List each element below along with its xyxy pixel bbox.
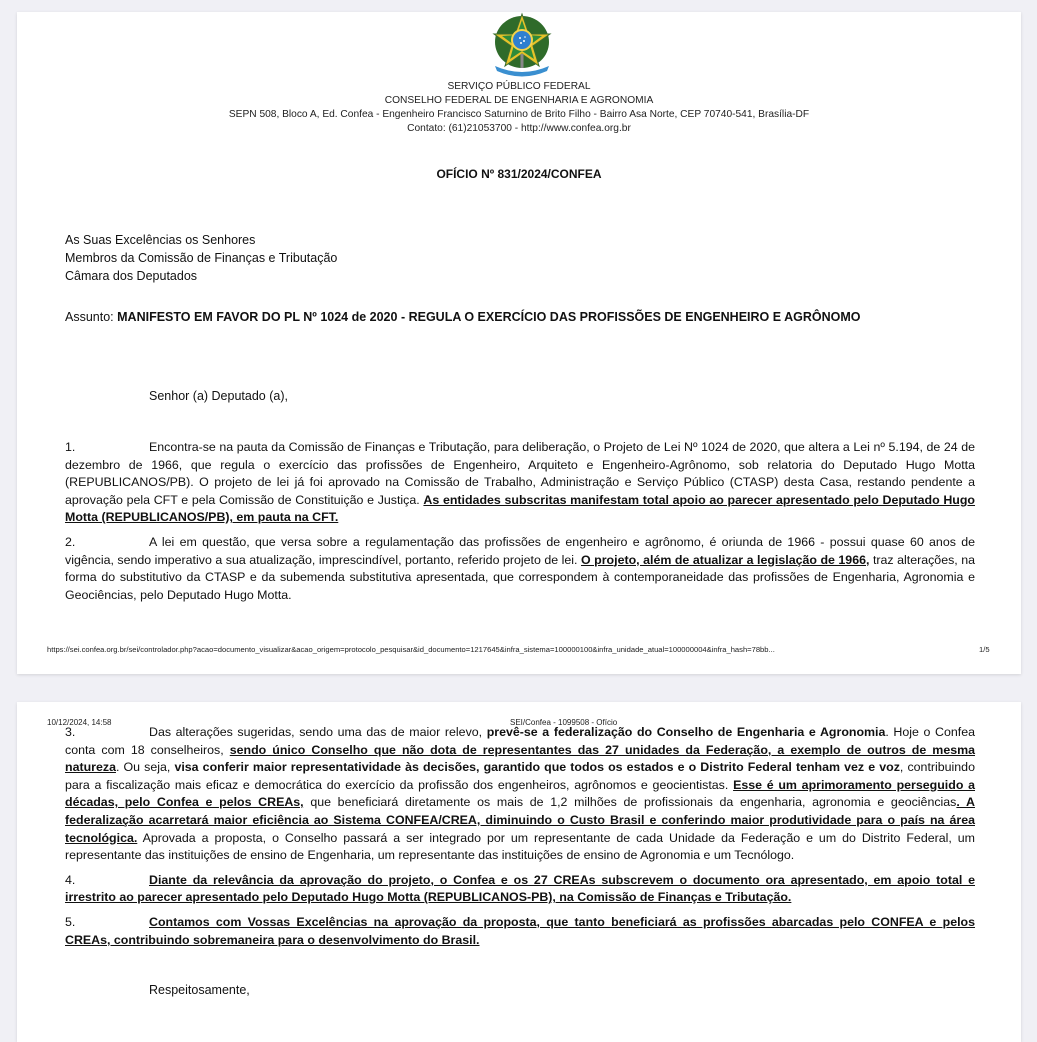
paragraph-emphasis: Esse é um aprimoramento perseguido a décadas, pelo Confea e pelos CREAs, xyxy=(65,777,976,810)
subject-label: Assunto: xyxy=(65,310,118,324)
header-council-name: CONSELHO FEDERAL DE ENGENHARIA E AGRONOMIA xyxy=(384,95,654,106)
paragraph-emphasis: As entidades subscritas manifestam total apoio ao parecer apresentado pelo Deputado Hugo Motta (REPUBLICANOS/PB), em pauta na CFT. xyxy=(65,492,976,525)
paragraph-2 xyxy=(65,534,975,604)
paragraph-bold: prevê-se a federalização do Conselho de Engenharia e Agronomia xyxy=(486,725,886,739)
page-indicator: 1/5 xyxy=(979,645,990,654)
paragraph-1 xyxy=(65,439,975,527)
paragraph-emphasis: . A federalização acarretará maior eficiência ao Sistema CONFEA/CREA, diminuindo o Custo Brasil e conferindo maior produtividade para o país na área tecnológica. xyxy=(65,795,975,845)
page-2-body xyxy=(65,724,975,997)
paragraph-bold: visa conferir maior representatividade às decisões, garantido que todos os estados e o Distrito Federal tenham vez e voz xyxy=(174,760,900,775)
addressee-line-3: Câmara dos Deputados xyxy=(65,269,198,283)
print-date: 10/12/2024, 14:58 xyxy=(47,718,112,727)
addressee-line-1: As Suas Excelências os Senhores xyxy=(65,233,256,247)
document-page-2 xyxy=(17,702,1021,1042)
paragraph-number: 2. xyxy=(65,534,76,549)
subject-line xyxy=(65,310,860,324)
paragraph-3 xyxy=(65,724,975,865)
paragraph-number: 5. xyxy=(65,914,76,929)
header-service-name: SERVIÇO PÚBLICO FEDERAL xyxy=(447,81,591,92)
paragraph-emphasis: O projeto, além de atualizar a legislação de 1966, xyxy=(581,552,870,567)
paragraph-text: . Hoje o Confea conta com 18 conselheiros, xyxy=(65,725,975,757)
paragraph-emphasis: Contamos com Vossas Excelências na aprovação da proposta, que tanto beneficiará as profissões abarcadas pelo CONFEA e pelos CREAs, contribuindo sobremaneira para o desenvolvimento do Brasil. xyxy=(65,914,975,947)
header-address: SEPN 508, Bloco A, Ed. Confea - Engenheiro Francisco Saturnino de Brito Filho - Bairro Asa Norte, CEP 70740-541, Brasília-DF xyxy=(228,109,810,120)
paragraph-emphasis: sendo único Conselho que não dota de representantes das 27 unidades da Federação, a exemplo de outros de mesma natureza xyxy=(65,742,976,775)
paragraph-text: A lei em questão, que versa sobre a regulamentação das profissões de engenheiro e agrônomo, é oriunda de 1966 - possui quase 60 anos de vigência, sendo imperativo a sua atualização, imprescindível, portanto, referido projeto de lei. xyxy=(65,534,975,567)
subject-text: MANIFESTO EM FAVOR DO PL Nº 1024 de 2020 - REGULA O EXERCÍCIO DAS PROFISSÕES DE ENGENHEIRO E AGRÔNOMO xyxy=(117,310,861,324)
paragraph-text: Encontra-se na pauta da Comissão de Finanças e Tributação, para deliberação, o Projeto de Lei Nº 1024 de 2020, que altera a Lei nº 5.194, de 24 de dezembro de 1966, que regula o exercício das profissões de Engenheiro, Arquiteto e Engenheiro-Agrônomo, sob relatoria do Deputado Hugo Motta (REPUBLICANOS/PB). O projeto de lei já foi aprovado na Comissão de Trabalho, Administração e Serviço Público (CTASP) desta Casa, restando pendente a aprovação pela CFT e pela Comissão de Constituição e Justiça. xyxy=(65,440,975,507)
print-title: SEI/Confea - 1099508 - Ofício xyxy=(510,718,618,727)
paragraph-text: que beneficiará diretamente os mais de 1,2 milhões de profissionais da engenharia, agronomia e geociências xyxy=(303,795,957,810)
paragraph-number: 3. xyxy=(65,725,76,739)
oficio-title: OFÍCIO Nº 831/2024/CONFEA xyxy=(436,167,602,181)
header-contact: Contato: (61)21053700 - http://www.confea.org.br xyxy=(407,123,631,134)
paragraph-text: traz alterações, na forma do substitutivo da CTASP e da subemenda substitutiva apresentada, que correspondem à contemporaneidade das profissões de Engenharia, Agronomia e Geociências, pelo Deputado Hugo Motta. xyxy=(65,552,976,602)
paragraph-text: . Ou seja, xyxy=(115,760,175,775)
paragraph-number: 4. xyxy=(65,872,76,887)
paragraph-number: 1. xyxy=(65,440,76,454)
page-1-body xyxy=(65,439,975,611)
closing: Respeitosamente, xyxy=(149,983,250,998)
document-page-1 xyxy=(17,12,1021,674)
paragraph-text: Aprovada a proposta, o Conselho passará a ser integrado por um representante de cada Unidade da Federação e um do Distrito Federal, um representante das instituições de ensino de Engenharia, um representante das instituições de ensino de Agronomia e um Tecnólogo. xyxy=(65,830,975,863)
paragraph-4 xyxy=(65,872,975,907)
addressee-line-2: Membros da Comissão de Finanças e Tributação xyxy=(65,251,338,265)
salutation: Senhor (a) Deputado (a), xyxy=(149,389,288,403)
footer-url: https://sei.confea.org.br/sei/controlador.php?acao=documento_visualizar&acao_origem=protocolo_pesquisar&id_documento=1217645&infra_sistema=100000100&infra_unidade_atual=100000004&infra_hash=78bb... xyxy=(47,645,775,654)
coat-of-arms-icon xyxy=(487,8,557,80)
paragraph-text: Das alterações sugeridas, sendo uma das de maior relevo, xyxy=(149,725,487,739)
paragraph-5 xyxy=(65,914,975,949)
paragraph-text: , contribuindo para a fiscalização mais eficaz e democrática do exercício da profissão dos engenheiros, agrônomos e geocientistas. xyxy=(65,760,975,792)
paragraph-emphasis: Diante da relevância da aprovação do projeto, o Confea e os 27 CREAs subscrevem o documento ora apresentado, em apoio total e irrestrito ao parecer apresentado pelo Deputado Hugo Motta (REPUBLICANOS-PB), na Comissão de Finanças e Tributação. xyxy=(65,872,975,905)
